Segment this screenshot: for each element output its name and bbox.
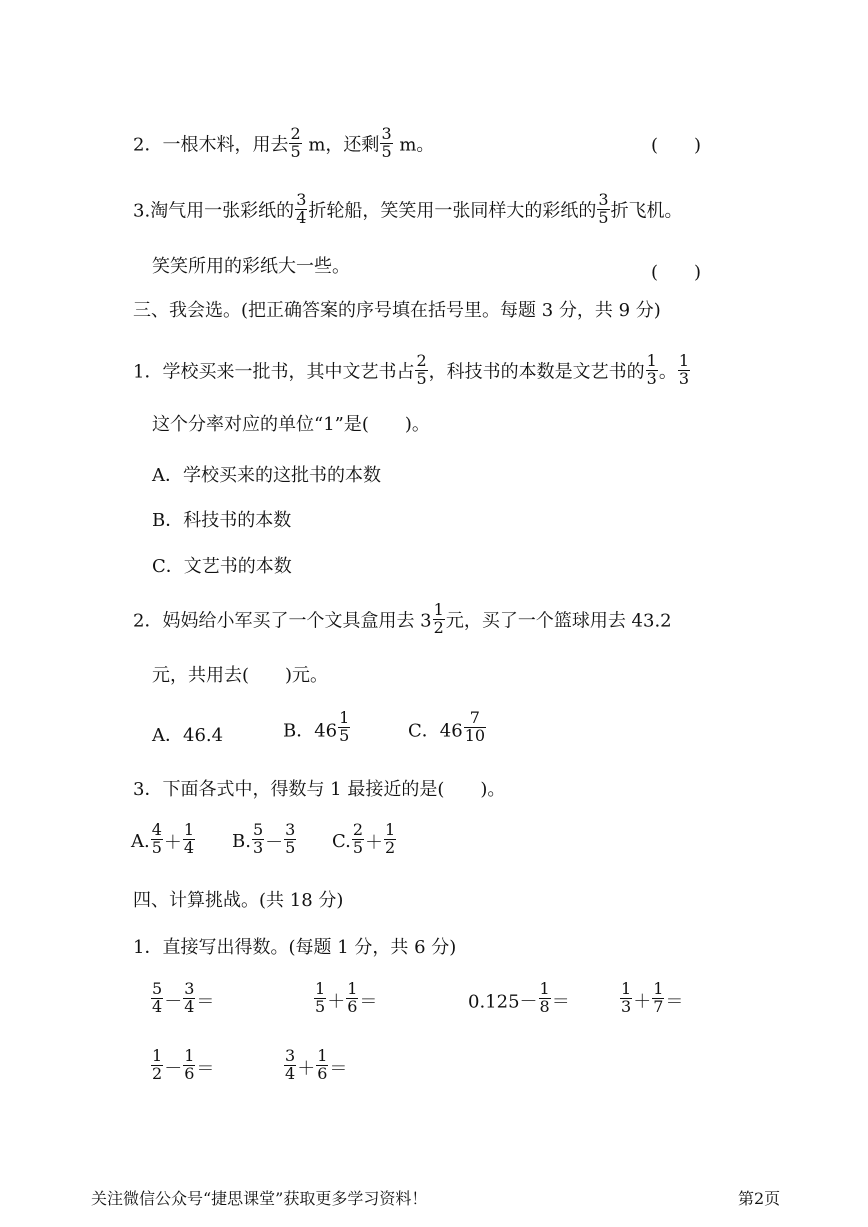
question-text: 淘气用一张彩纸的	[150, 200, 295, 222]
choice-question-1	[133, 351, 691, 390]
option-b[interactable]: B. $\frac{5}{3}$ － $\frac{3}{5}$	[232, 820, 296, 857]
question-number: 2．	[133, 610, 163, 632]
fraction: $\frac{3}{4}$	[296, 190, 307, 227]
option-a[interactable]: A．46.4	[152, 725, 224, 746]
option-a[interactable]: A. $\frac{4}{5}$ ＋ $\frac{1}{4}$	[131, 820, 195, 857]
fraction: $\frac{2}{5}$	[290, 124, 301, 161]
question-text: m，还剩	[302, 134, 380, 156]
question-text: 学校买来一批书，其中文艺书占	[162, 361, 415, 383]
question-text: 折飞机。	[610, 200, 683, 222]
question-text: 元，买了一个篮球用去 43.2	[445, 610, 672, 632]
calc-expression-1: $\frac{5}{4}$ － $\frac{3}{4}$ ＝	[152, 979, 215, 1016]
question-number: 1．	[133, 361, 163, 383]
question-text: 。	[658, 361, 677, 383]
fraction: $\frac{1}{3}$	[678, 351, 690, 388]
answer-blank[interactable]: ( )	[651, 262, 702, 283]
question-text: m。	[393, 134, 435, 156]
judge-question-2	[133, 124, 435, 163]
section-heading-4: 四、计算挑战。(共 18 分)	[133, 890, 344, 911]
choice-question-2	[133, 600, 672, 639]
calc-expression-6: $\frac{3}{4}$ ＋ $\frac{1}{6}$ ＝	[285, 1046, 348, 1083]
page-number: 第2页	[738, 1189, 781, 1208]
option-b[interactable]: B．科技书的本数	[152, 510, 292, 531]
question-text: 一根木料，用去	[162, 134, 289, 156]
footer-promo-text: 关注微信公众号“捷思课堂”获取更多学习资料！	[91, 1189, 428, 1208]
fraction: $\frac{1}{2}$	[433, 600, 444, 637]
question-text: ，科技书的本数是文艺书的	[428, 361, 645, 383]
calc-expression-2: $\frac{1}{5}$ ＋ $\frac{1}{6}$ ＝	[315, 979, 378, 1016]
question-number: 2．	[133, 134, 163, 156]
question-number: 3.	[133, 200, 151, 222]
question-text-line2: 元，共用去( )元。	[152, 665, 329, 686]
sub-question-title: 1．直接写出得数。(每题 1 分，共 6 分)	[133, 937, 457, 958]
option-c[interactable]: C．文艺书的本数	[152, 556, 292, 577]
option-a[interactable]: A．学校买来的这批书的本数	[152, 465, 381, 486]
answer-blank[interactable]: ( )	[651, 135, 702, 156]
section-heading-3: 三、我会选。(把正确答案的序号填在括号里。每题 3 分，共 9 分)	[133, 300, 661, 321]
question-text: 妈妈给小军买了一个文具盒用去 3	[162, 610, 432, 632]
question-text: 折轮船，笑笑用一张同样大的彩纸的	[308, 200, 597, 222]
fraction: $\frac{3}{5}$	[381, 124, 392, 161]
option-c[interactable]: C．46 $\frac{7}{10}$	[408, 708, 486, 745]
option-b[interactable]: B．46 $\frac{1}{5}$	[283, 708, 350, 745]
fraction: $\frac{2}{5}$	[416, 351, 427, 388]
fraction: $\frac{1}{3}$	[646, 351, 657, 388]
judge-question-3	[133, 190, 683, 229]
fraction: $\frac{3}{5}$	[598, 190, 609, 227]
calc-expression-3: 0.125－ $\frac{1}{8}$ ＝	[468, 979, 570, 1016]
calc-expression-5: $\frac{1}{2}$ － $\frac{1}{6}$ ＝	[152, 1046, 215, 1083]
question-text-line2: 笑笑所用的彩纸大一些。	[152, 256, 350, 277]
calc-expression-4: $\frac{1}{3}$ ＋ $\frac{1}{7}$ ＝	[621, 979, 684, 1016]
choice-question-3: 3．下面各式中，得数与 1 最接近的是( )。	[133, 779, 506, 800]
question-text-line2: 这个分率对应的单位“1”是( )。	[152, 414, 430, 435]
option-c[interactable]: C. $\frac{2}{5}$ ＋ $\frac{1}{2}$	[332, 820, 396, 857]
